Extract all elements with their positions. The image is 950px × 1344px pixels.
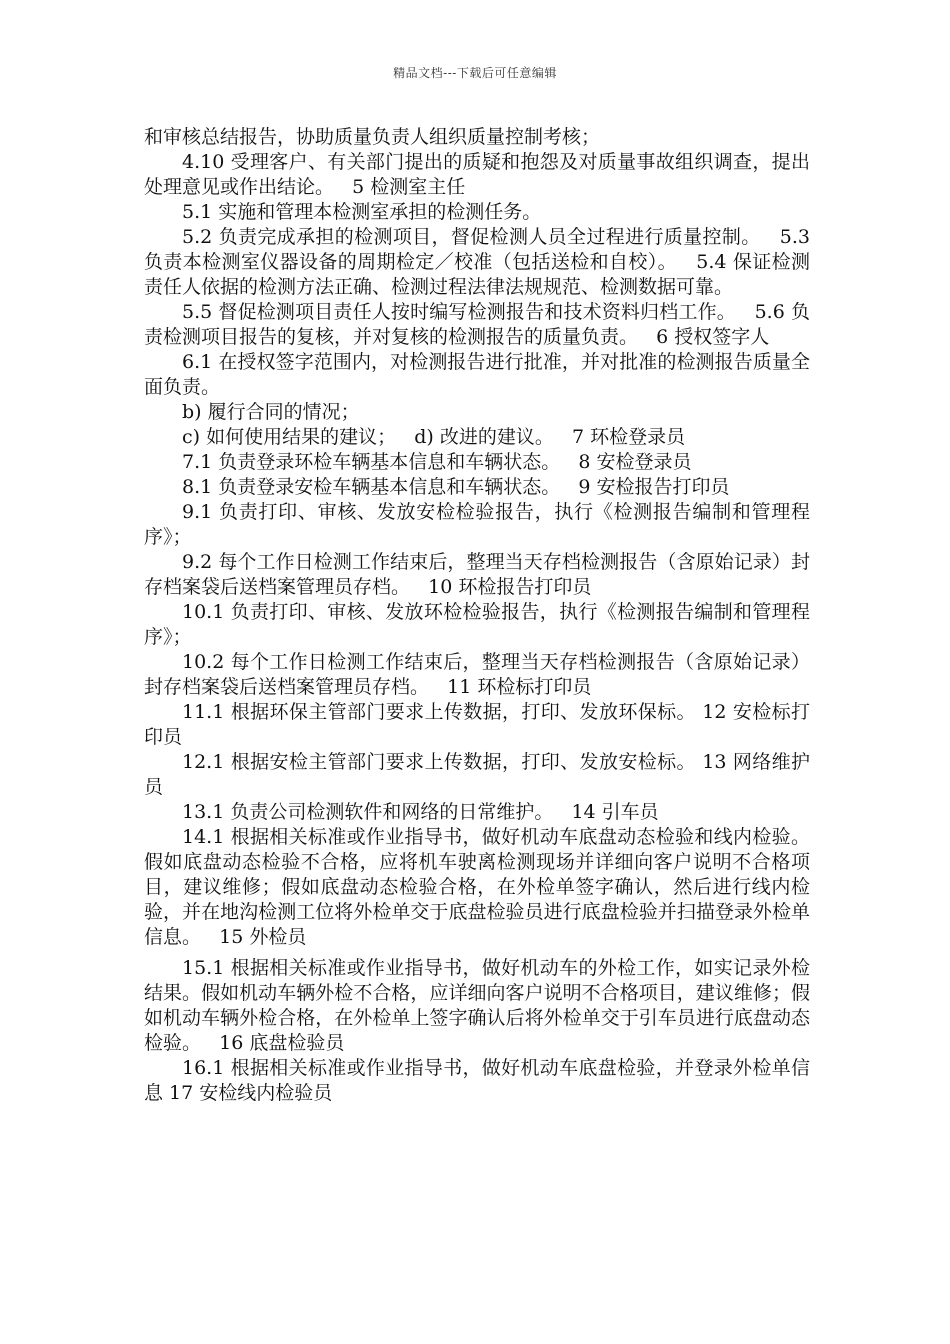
paragraph: 和审核总结报告，协助质量负责人组织质量控制考核； [144,126,601,148]
paragraph: 4.10 受理客户、有关部门提出的质疑和抱怨及对质量事故组织调查，提出处理意见或作出结论。 5 检测室主任 [144,151,810,198]
paragraph: 5.2 负责完成承担的检测项目，督促检测人员全过程进行质量控制。 5.3 负责本检测室仪器设备的周期检定／校准（包括送检和自校）。 5.4 保证检测责任人依据的检测方法正确、检测过程法律法规规范、检测数据可靠。 [144,226,817,298]
page-header: 精品文档---下载后可任意编辑 [393,66,557,80]
paragraph: 8.1 负责登录安检车辆基本信息和车辆状态。 9 安检报告打印员 [182,476,730,498]
paragraph: 9.1 负责打印、审核、发放安检检验报告，执行《检测报告编制和管理程序》； [144,501,810,548]
paragraph: 7.1 负责登录环检车辆基本信息和车辆状态。 8 安检登录员 [182,451,692,473]
document-body [144,125,817,1106]
paragraph: 6.1 在授权签字范围内，对检测报告进行批准，并对批准的检测报告质量全面负责。 [144,351,810,398]
paragraph: 9.2 每个工作日检测工作结束后，整理当天存档检测报告（含原始记录）封存档案袋后送档案管理员存档。 10 环检报告打印员 [144,551,810,598]
paragraph: 14.1 根据相关标准或作业指导书，做好机动车底盘动态检验和线内检验。假如底盘动态检验不合格，应将机车驶离检测现场并详细向客户说明不合格项目，建议维修；假如底盘动态检验合格，在外检单签字确认，然后进行线内检验，并在地沟检测工位将外检单交于底盘检验员进行底盘检验并扫描登录外检单信息。 15 外检员 [144,826,810,948]
paragraph: 5.1 实施和管理本检测室承担的检测任务。 [182,201,542,223]
paragraph: 10.2 每个工作日检测工作结束后，整理当天存档检测报告（含原始记录）封存档案袋后送档案管理员存档。 11 环检标打印员 [144,651,810,698]
paragraph: b) 履行合同的情况； [182,401,360,423]
paragraph: 5.5 督促检测项目责任人按时编写检测报告和技术资料归档工作。 5.6 负责检测项目报告的复核，并对复核的检测报告的质量负责。 6 授权签字人 [144,301,810,348]
paragraph: 13.1 负责公司检测软件和网络的日常维护。 14 引车员 [182,801,659,823]
paragraph: 12.1 根据安检主管部门要求上传数据，打印、发放安检标。 13 网络维护员 [144,751,810,798]
paragraph: 11.1 根据环保主管部门要求上传数据，打印、发放环保标。 12 安检标打印员 [144,701,810,748]
paragraph: c) 如何使用结果的建议； d) 改进的建议。 7 环检登录员 [182,426,686,448]
paragraph: 16.1 根据相关标准或作业指导书，做好机动车底盘检验，并登录外检单信息 17 安检线内检验员 [144,1057,810,1104]
paragraph: 15.1 根据相关标准或作业指导书，做好机动车的外检工作，如实记录外检结果。假如机动车辆外检不合格，应详细向客户说明不合格项目，建议维修；假如机动车辆外检合格，在外检单上签字确认后将外检单交于引车员进行底盘动态检验。 16 底盘检验员 [144,957,810,1054]
paragraph: 10.1 负责打印、审核、发放环检检验报告，执行《检测报告编制和管理程序》； [144,601,810,648]
